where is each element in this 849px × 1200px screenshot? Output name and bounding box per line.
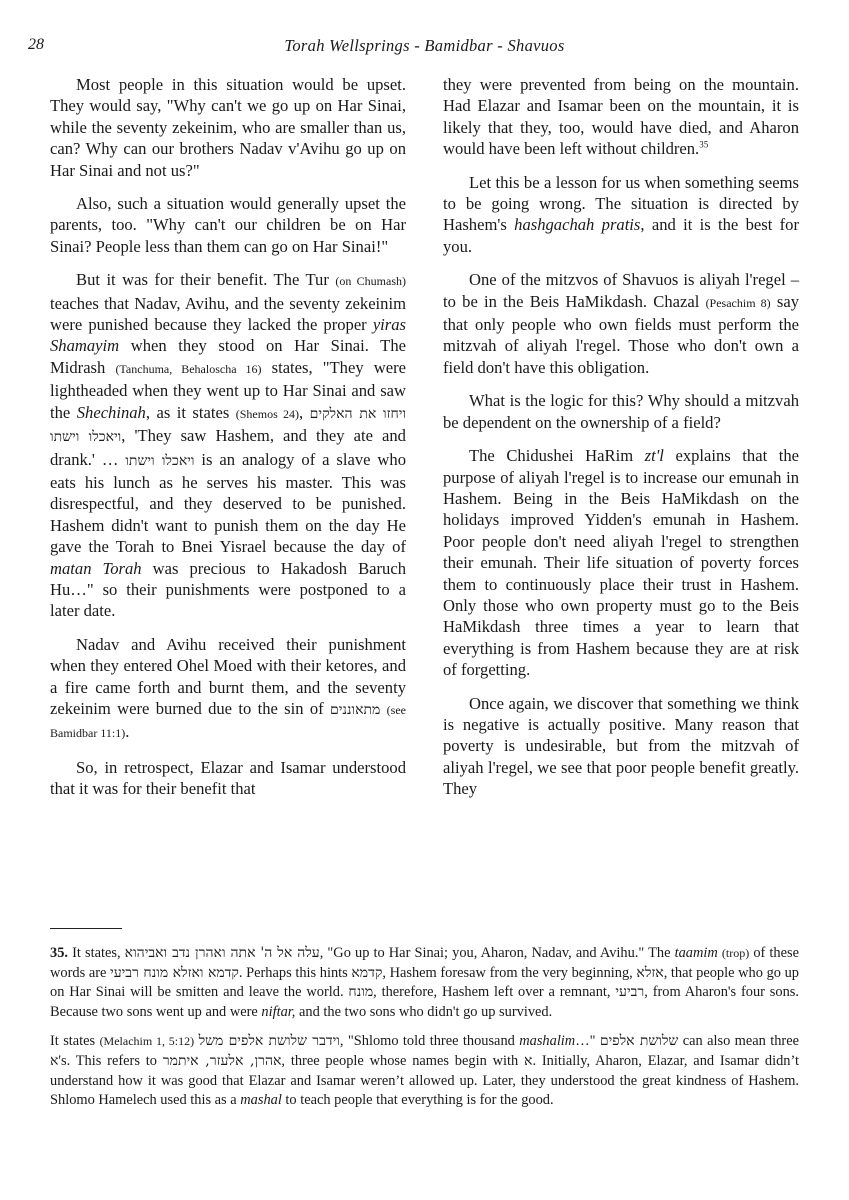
text: , three people whose names begin with [281,1052,525,1069]
running-title: Torah Wellsprings - Bamidbar - Shavuos [284,36,565,55]
hebrew-text: ויחזו את האלקים ויאכלו וישתו [50,405,407,446]
text: , "Go up to Har Sinai; you, Aharon, Nadav, and Avihu." The [319,945,675,961]
hebrew-text: ויאכלו וישתו [125,452,195,469]
text: to teach people that everything is for the good. [281,1092,554,1109]
text: But it was for their benefit. The Tur [76,270,336,290]
text: Let this be a lesson for us when something seems to be going wrong. The situation is directed by Hashem's [443,172,799,235]
hebrew-text: אהרן, אלעזר, איתמר [162,1052,282,1069]
text: , from Aharon's four sons. Because two sons went up and were [50,984,800,1020]
text: say that only people who own fields must perform the mitzvah of aliyah l'regel. Those who don't own a field don't have this obligation. [443,291,799,377]
text: 's. This refers to [58,1052,163,1069]
hebrew-text: עלה אל ה' אתה ואהרן נדב ואביהוא [124,945,320,961]
text: they were prevented from being on the mountain. Had Elazar and Isamar been on the mountain, it is likely that they, too, would have died, and Aharon would have been left without children. [443,75,799,159]
text: teaches that Nadav, Avihu, and the seventy zekeinim were punished because they lacked the proper [50,293,406,335]
text: , [299,402,310,422]
paragraph [50,269,406,622]
text: , and it is the best for you. [443,215,800,256]
italic-term: zt'l [644,446,664,466]
footnote [50,944,799,1121]
paragraph: What is the logic for this? Why should a mitzvah be dependent on the ownership of a field? [443,391,799,432]
footnote-number: 35. [50,945,68,961]
paragraph: Once again, we discover that something we think is negative is actually positive. Many reason that poverty is undesirable, but from the mitzvah of aliyah l'regel, we see that poor people benefit greatly. They [443,693,799,799]
italic-term: niftar, [261,1003,296,1020]
text: , therefore, Hashem left over a remnant, [373,984,616,1001]
page-number: 28 [28,36,44,53]
italic-term: Shechinah [76,402,146,422]
source-citation: (see Bamidbar 11:1) [50,702,406,741]
right-column [443,74,799,812]
paragraph [443,74,799,160]
text: explains that the purpose of aliyah l'regel is to increase our emunah in Hashem. Being in the Beis HaMikdash on the holidays improved Yidden's emunah in Hashem. Poor people don't need aliyah l'regel to strengthen their emunah. Their life situation of poverty forces them to continuously place their trust in Hashem. Only those who own property must go to the Beis HaMikdash three times a year to learn that everything is from Hashem because they are at risk of forgetting. [443,446,799,680]
text: It states [50,1033,100,1050]
text: The Chidushei HaRim [469,446,645,466]
paragraph [443,445,799,680]
text: can also mean three [678,1033,799,1050]
text: of these words are [50,945,799,981]
text: and the two sons who didn't go up survived. [295,1003,553,1020]
text: , Hashem foresaw from the very beginning, [382,964,637,981]
italic-term: taamim [674,945,718,961]
source-citation: (Tanchuma, Behaloscha 16) [115,361,262,376]
paragraph: Also, such a situation would generally upset the parents, too. "Why can't our children be on Har Sinai? People less than them can go on Har Sinai!" [50,194,406,256]
source-citation: (Pesachim 8) [705,295,771,310]
text: It states, [68,945,125,961]
footnote-divider [50,928,122,929]
hebrew-text: שלושת אלפים [599,1033,679,1050]
hebrew-text: אזלא [636,964,664,981]
hebrew-text: קדמא [351,964,383,981]
text: Nadav and Avihu received their punishment when they entered Ohel Moed with their ketores, and a fire came forth and burnt them, and the seventy zekeinim were burned due to the sin of [50,634,406,718]
text: when they stood on Har Sinai. The Midrash [50,336,406,377]
text: One of the mitzvos of Shavuos is aliyah l'regel – to be in the Beis HaMikdash. Chazal [443,270,799,311]
text: , as it states [145,402,236,422]
hebrew-text: וידבר שלושת אלפים משל [198,1033,340,1050]
text: …" [575,1033,600,1050]
italic-term: hashgachah pratis [514,215,641,235]
text: , 'They saw Hashem, and they ate and drank.' … [50,426,406,469]
footnote-marker[interactable]: 35 [699,139,709,150]
source-citation: (Melachim 1, 5:12) [99,1034,195,1049]
paragraph: So, in retrospect, Elazar and Isamar understood that it was for their benefit that [50,757,406,799]
text: , that people who go up on Har Sinai will be smitten and leave the world. [50,964,799,1001]
page-header [0,36,849,58]
footnote-paragraph [50,1032,799,1110]
text: states, "They were lightheaded when they went up to Har Sinai and saw the [50,357,406,422]
hebrew-text: רביעי [615,984,645,1001]
source-citation: (Shemos 24) [235,406,300,421]
italic-term: mashalim [519,1033,576,1050]
footnote-paragraph [50,944,799,1022]
italic-term: mashal [240,1092,282,1109]
italic-term: matan Torah [50,558,142,578]
hebrew-text: קדמא ואזלא מונח רביעי [110,964,239,981]
text: . [125,722,130,742]
hebrew-text: מתאוננים [330,701,381,718]
paragraph: Most people in this situation would be upset. They would say, "Why can't we go up on Har Sinai, while the seventy zekeinim, who are smaller than us, can? Why can our brothers Nadav v'Avihu go up on Har Sinai and not us?" [50,75,406,180]
left-column [50,74,406,812]
text: was precious to Hakadosh Baruch Hu…" so their punishments were postponed to a later date. [50,558,407,621]
text: is an analogy of a slave who eats his lunch as he serves his master. This was disrespectful, and they deserved to be punished. Hashem didn't want to punish them on the day He gave the Torah to Bnei Yisrael because the day of [50,449,406,557]
text: , "Shlomo told three thousand [339,1033,520,1050]
hebrew-text: א [50,1052,59,1069]
hebrew-text: מונח [348,984,374,1001]
source-citation: (trop) [721,946,750,960]
text: . Perhaps this hints [238,964,352,981]
italic-term: yiras Shamayim [50,315,406,356]
text: . Initially, Aharon, Elazar, and Isamar didn’t understand how it was good that Elazar and Isamar weren’t allowed up. Later, they understood the great kindness of Hashem. Shlomo Hamelech used this as a [50,1052,800,1109]
source-citation: (on Chumash) [335,274,406,289]
paragraph [50,634,406,745]
paragraph [443,269,799,378]
paragraph [443,172,799,258]
hebrew-text: א [524,1052,533,1069]
